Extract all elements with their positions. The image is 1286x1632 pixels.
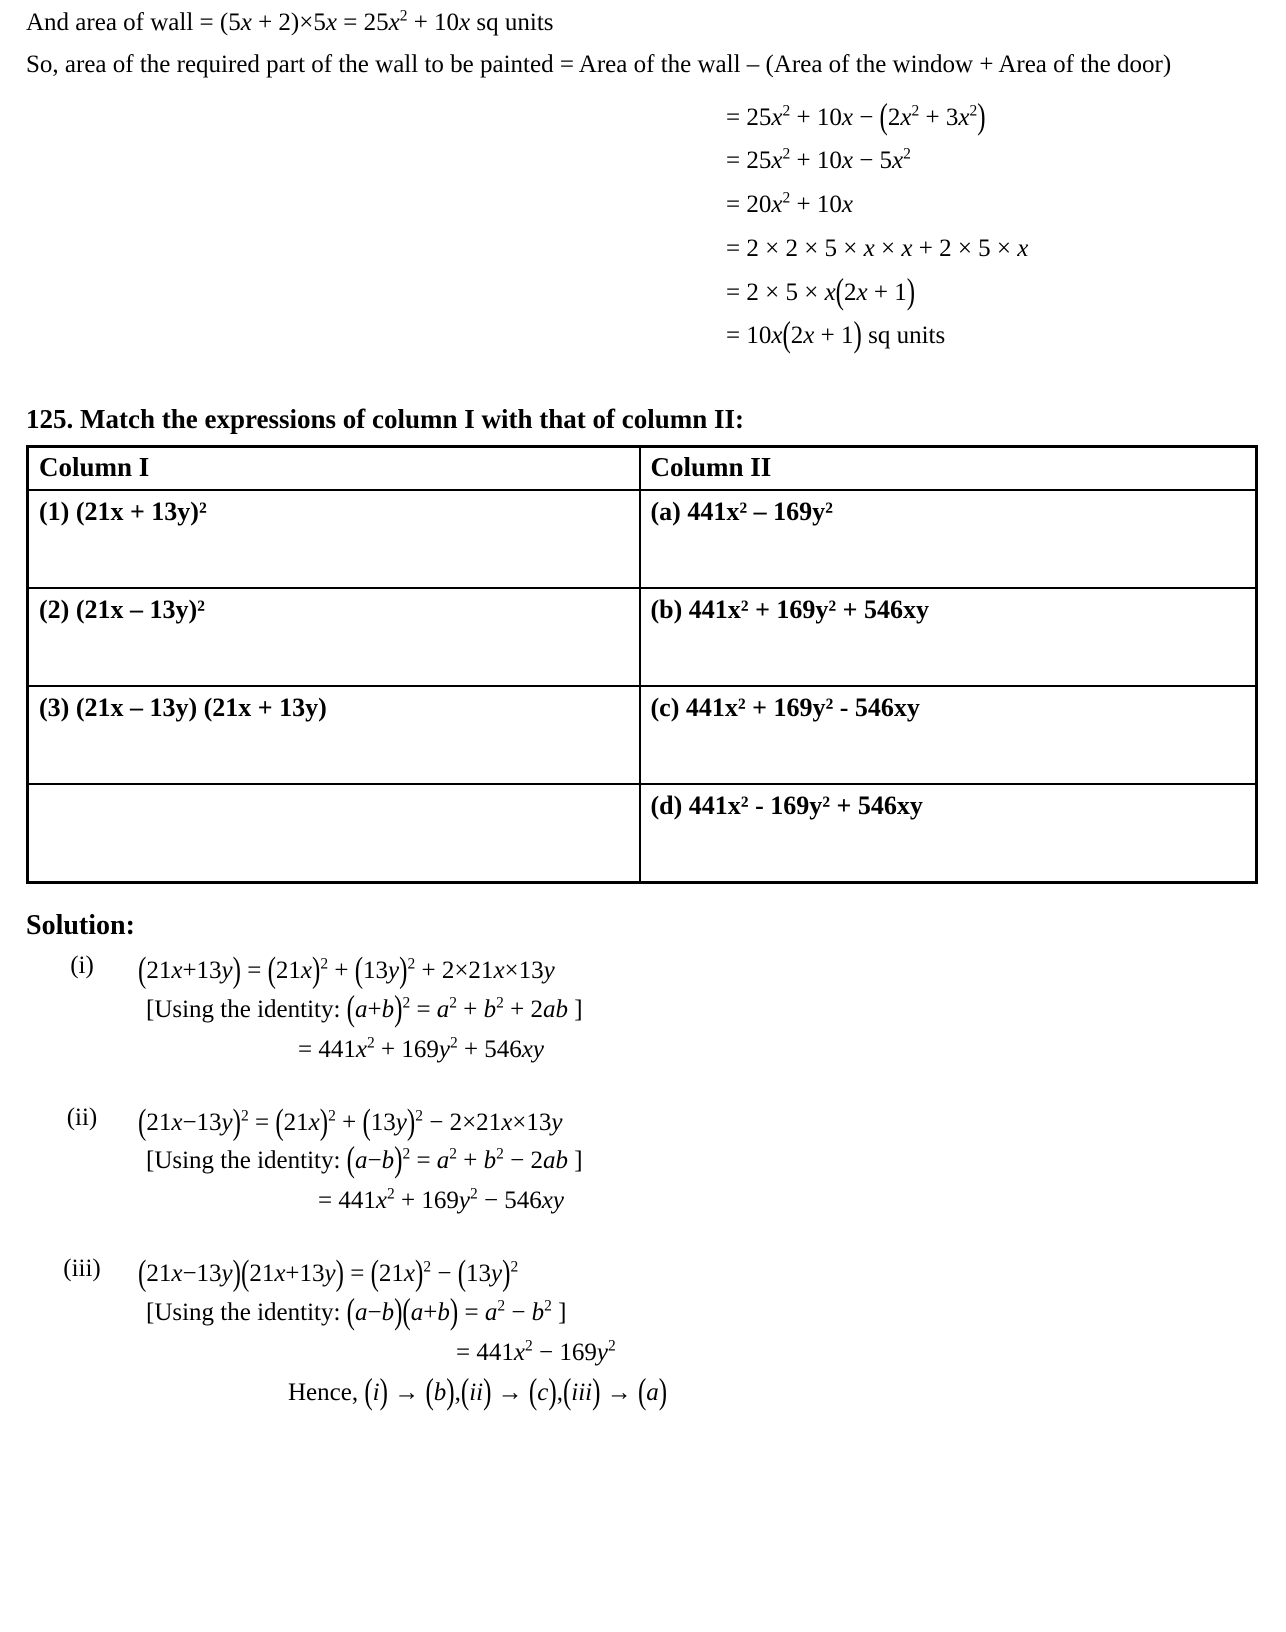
solution-step — [26, 1255, 1260, 1413]
solution-heading: Solution: — [26, 910, 135, 941]
step-line-1: $(21x-13y)^2 = (21x)^2 + (13y)^2 - 2\times 21x\times 13y$ — [138, 1102, 563, 1142]
step-label: (iii) — [63, 1255, 101, 1282]
column-header-1: Column I — [28, 447, 640, 491]
column2-item-a: (a) 441x² – 169y² — [640, 490, 1257, 588]
step-body — [138, 1255, 1260, 1413]
intro-line-1-suffix: sq units — [470, 9, 554, 36]
question-heading — [26, 404, 1260, 435]
step-line-1: $(21x+13y) = (21x)^2 + (13y)^2 + 2\times 21x\times 13y$ — [138, 950, 555, 990]
column-header-2: Column II — [640, 447, 1257, 491]
equation-line: = $25x^2 + 10x - (2x^2 + 3x^2)$ — [726, 97, 986, 137]
step-line-3: = $441x^2 + 169y^2 - 546xy$ — [318, 1185, 564, 1214]
step-line-3: = $441x^2 - 169y^2$ — [456, 1337, 616, 1366]
equation-line: = 10x(2x + 1) sq units — [726, 316, 946, 356]
step-line-2: [Using the identity: $(a-b)^2 = a^2 + b^2 - 2ab$ ] — [146, 1140, 583, 1180]
question-number: 125. — [26, 404, 74, 434]
table-row — [28, 490, 1257, 588]
column2-item-c: (c) 441x² + 169y² - 546xy — [640, 686, 1257, 784]
equation-line: = $25x^2 + 10x - 5x^2$ — [726, 145, 911, 175]
column1-item-3: (3) (21x – 13y) (21x + 13y) — [28, 686, 640, 784]
column1-item-1: (1) (21x + 13y)² — [28, 490, 640, 588]
solution-step — [26, 1104, 1260, 1222]
step-body — [138, 1104, 1260, 1222]
solution-step — [26, 952, 1260, 1070]
conclusion-line: Hence, (i) → (b),(ii) → (c),(iii) → (a) — [288, 1372, 668, 1412]
spacer — [26, 1225, 1260, 1255]
derivation-block — [26, 96, 1260, 359]
step-label: (i) — [70, 952, 94, 979]
step-line-1: $(21x-13y)(21x+13y) = (21x)^2 - (13y)^2$ — [138, 1253, 519, 1293]
equation-line: = 2 × 5 × x(2x + 1) — [726, 272, 916, 312]
column2-item-b: (b) 441x² + 169y² + 546xy — [640, 588, 1257, 686]
intro-line-1-math: $(5x + 2)\times 5x = 25x^2 + 10x$ — [219, 7, 471, 36]
match-table — [26, 445, 1258, 884]
step-label: (ii) — [66, 1103, 98, 1131]
equation-line: = $20x^2 + 10x$ — [726, 189, 853, 218]
step-line-2: [Using the identity: $(a-b)(a+b) = a^2 - b^2$ ] — [146, 1292, 567, 1332]
table-row — [28, 784, 1257, 883]
table-row — [28, 686, 1257, 784]
spacer — [26, 1074, 1260, 1104]
intro-line-2: So, area of the required part of the wall to be painted = Area of the wall – (Area of the window + Area of the door) — [26, 50, 1172, 78]
question-title: Match the expressions of column I with that of column II: — [80, 404, 745, 434]
column1-item-4 — [28, 784, 640, 883]
step-line-2: [Using the identity: $(a+b)^2 = a^2 + b^2 + 2ab$ ] — [146, 989, 583, 1029]
intro-line-1 — [26, 6, 1260, 40]
intro-line-1-prefix: And area of wall = — [26, 9, 220, 36]
step-line-3: = $441x^2 + 169y^2 + 546xy$ — [298, 1034, 544, 1063]
table-header-row — [28, 447, 1257, 491]
table-row — [28, 588, 1257, 686]
step-body — [138, 952, 1260, 1070]
equation-line: = 2 × 2 × 5 × x × x + 2 × 5 × x — [726, 234, 1029, 262]
column2-item-d: (d) 441x² - 169y² + 546xy — [640, 784, 1257, 883]
column1-item-2: (2) (21x – 13y)² — [28, 588, 640, 686]
